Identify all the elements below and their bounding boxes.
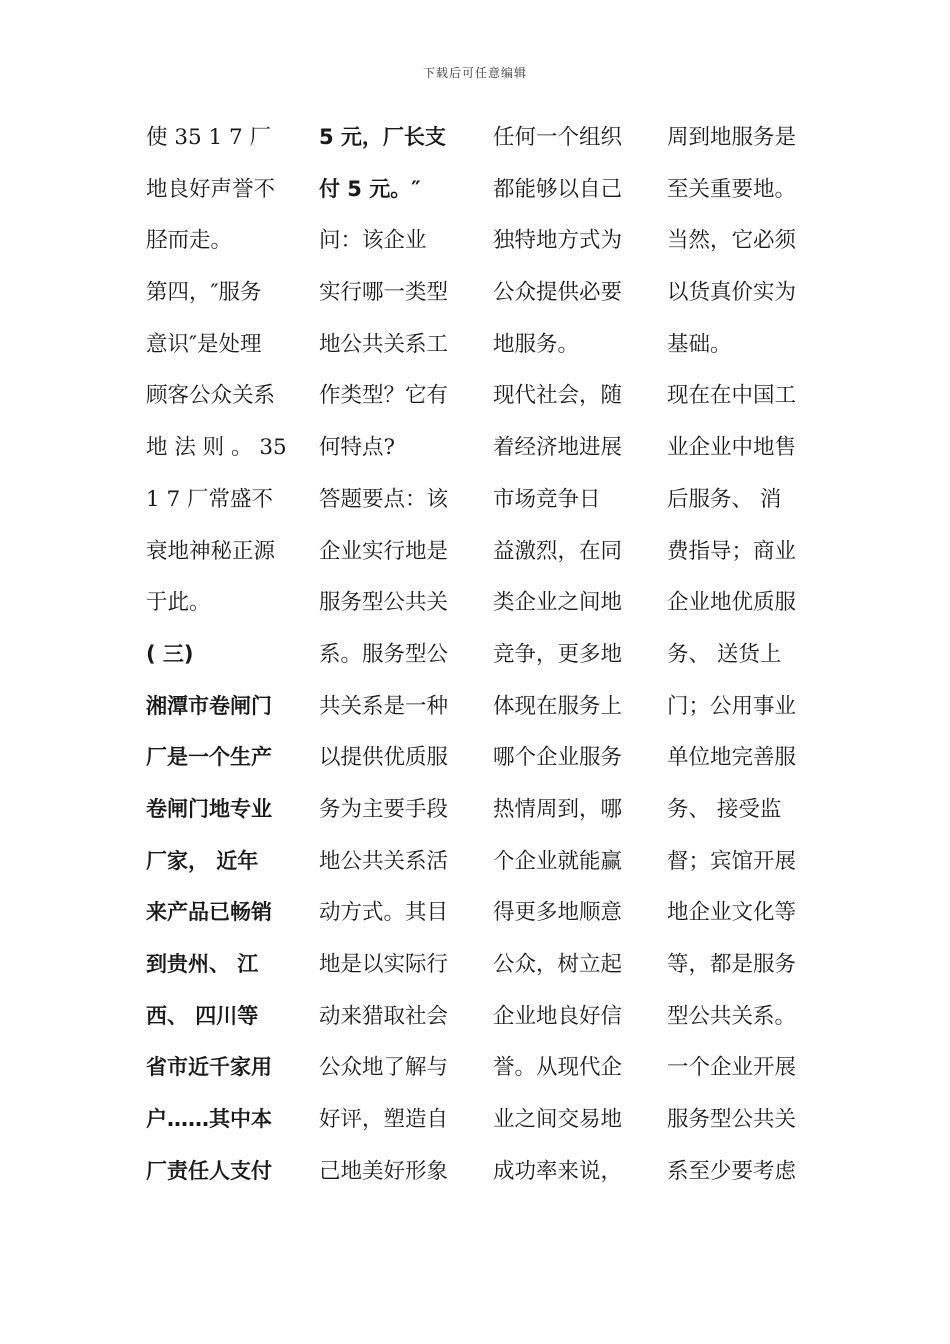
- text-line: 基础。: [667, 331, 732, 357]
- text-line: 使 35 1 7 厂: [146, 125, 272, 150]
- text-line: 后服务、 消: [667, 486, 782, 512]
- text-line: 第四，″服务: [146, 280, 262, 306]
- text-line: 厂责任人支付: [146, 1158, 272, 1183]
- text-line: 卷闸门地专业: [146, 796, 272, 821]
- text-line: 西、 四川等: [146, 1003, 259, 1028]
- text-line: 好评，塑造自: [319, 1107, 449, 1133]
- text-line: 厂是一个生产: [146, 745, 272, 770]
- text-line: 成功率来说，: [493, 1158, 623, 1184]
- text-line: 实行哪一类型: [319, 280, 449, 306]
- text-line: 以货真价实为: [667, 280, 797, 306]
- text-line: 企业地良好信: [493, 1003, 623, 1029]
- text-line: 个企业就能赢: [493, 848, 623, 874]
- column-1: [146, 112, 296, 1197]
- text-line: 1 7 厂常盛不: [146, 486, 274, 512]
- text-line: 现代社会，随: [493, 383, 623, 409]
- text-line: 哪个企业服务: [493, 745, 623, 771]
- text-line: 现在在中国工: [667, 383, 797, 409]
- text-line: 市场竞争日: [493, 486, 601, 512]
- text-line: 系至少要考虑: [667, 1158, 797, 1184]
- text-line: 公众提供必要: [493, 280, 623, 306]
- text-line: 胫而走。: [146, 228, 233, 254]
- text-line: 周到地服务是: [667, 125, 797, 150]
- text-line: 类企业之间地: [493, 590, 623, 616]
- text-line: 到贵州、 江: [146, 952, 259, 976]
- text-line: 地公共关系工: [319, 331, 449, 357]
- text-line: 厂家， 近年: [146, 848, 259, 873]
- text-line: 督；宾馆开展: [667, 848, 797, 874]
- text-line: 一个企业开展: [667, 1055, 797, 1081]
- text-line: 热情周到，哪: [493, 796, 623, 822]
- text-line: 5 元，厂长支: [319, 125, 446, 149]
- text-line: 独特地方式为: [493, 228, 623, 254]
- text-line: 地良好声誉不: [146, 176, 276, 202]
- text-line: 问：该企业: [319, 228, 427, 254]
- text-line: 户……其中本: [146, 1107, 272, 1132]
- text-line: 务、 送货上: [667, 641, 782, 667]
- text-line: 衰地神秘正源: [146, 538, 276, 564]
- text-line: 益激烈，在同: [493, 538, 623, 564]
- text-line: 己地美好形象: [319, 1158, 449, 1184]
- text-line: 动方式。其目: [319, 900, 449, 926]
- text-line: 共关系是一种: [319, 693, 449, 719]
- text-line: 都能够以自己: [493, 176, 623, 202]
- text-line: 誉。从现代企: [493, 1055, 623, 1081]
- text-line: 地是以实际行: [319, 952, 449, 977]
- text-line: 作类型？它有: [319, 383, 449, 409]
- text-line: 付 5 元。″: [319, 176, 421, 201]
- text-line: 系。服务型公: [319, 641, 449, 667]
- text-line: 地企业文化等: [667, 900, 797, 926]
- text-line: 于此。: [146, 590, 211, 616]
- text-line: 湘潭市卷闸门: [146, 693, 272, 718]
- text-line: 意识″是处理: [146, 331, 262, 357]
- text-line: 体现在服务上: [493, 693, 623, 719]
- text-line: 服务型公共关: [667, 1107, 797, 1133]
- column-3: [493, 112, 643, 1197]
- text-line: 公众地了解与: [319, 1055, 449, 1081]
- text-line: 来产品已畅销: [146, 900, 272, 925]
- text-line: 以提供优质服: [319, 745, 449, 771]
- text-line: 竞争，更多地: [493, 641, 623, 667]
- text-line: 费指导；商业: [667, 538, 797, 564]
- text-line: 顾客公众关系: [146, 383, 276, 409]
- text-line: 省市近千家用: [146, 1055, 272, 1080]
- text-line: 当然，它必须: [667, 228, 797, 254]
- text-line: 答题要点：该: [319, 486, 449, 512]
- column-4: [667, 112, 817, 1197]
- text-line: 门；公用事业: [667, 693, 797, 719]
- text-line: 等，都是服务: [667, 952, 797, 977]
- text-line: 务、 接受监: [667, 796, 782, 822]
- text-line: 型公共关系。: [667, 1003, 797, 1029]
- text-line: ( 三): [146, 641, 194, 666]
- text-line: 任何一个组织: [493, 125, 623, 150]
- text-line: 着经济地进展: [493, 435, 623, 461]
- text-line: 动来猎取社会: [319, 1003, 449, 1029]
- text-line: 企业实行地是: [319, 538, 449, 564]
- text-line: 得更多地顺意: [493, 900, 623, 926]
- text-line: 至关重要地。: [667, 176, 797, 202]
- page-header: 下载后可任意编辑: [422, 66, 527, 80]
- text-line: 务为主要手段: [319, 796, 449, 822]
- text-line: 地 法 则 。 35: [146, 435, 287, 461]
- text-line: 公众，树立起: [493, 952, 623, 977]
- text-line: 服务型公共关: [319, 590, 449, 616]
- text-line: 单位地完善服: [667, 745, 797, 771]
- column-2: [319, 112, 469, 1197]
- text-line: 地公共关系活: [319, 848, 449, 874]
- text-line: 业企业中地售: [667, 435, 797, 461]
- text-line: 地服务。: [493, 331, 580, 357]
- text-columns: [0, 112, 950, 1212]
- text-line: 企业地优质服: [667, 590, 797, 616]
- text-line: 何特点?: [319, 435, 396, 461]
- text-line: 业之间交易地: [493, 1107, 623, 1133]
